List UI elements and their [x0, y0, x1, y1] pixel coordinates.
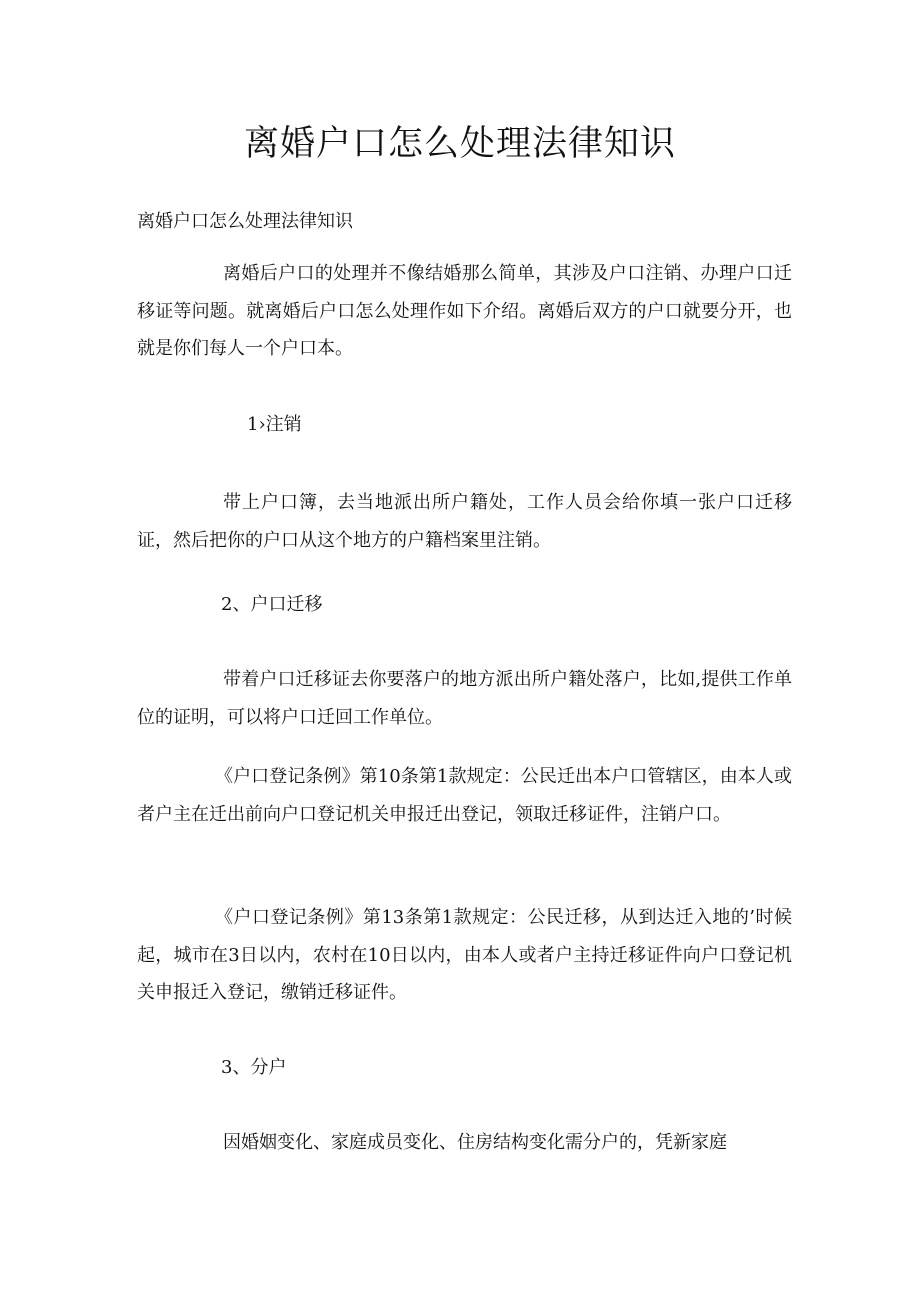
law-clause-1: 《户口登记条例》第10条第1款规定：公民迁出本户口管辖区，由本人或者户主在迁出前向户口登记机关申报迁出登记，领取迁移证件，注销户口。 [137, 766, 792, 825]
section-3-body: 因婚姻变化、家庭成员变化、住房结构变化需分户的，凭新家庭 [223, 1132, 727, 1153]
section-2-body: 带着户口迁移证去你要落户的地方派出所户籍处落户，比如,提供工作单位的证明，可以将户口迁回工作单位。 [137, 669, 792, 728]
intro-paragraph: 离婚后户口的处理并不像结婚那么简单，其涉及户口注销、办理户口迁移证等问题。就离婚后户口怎么处理作如下介绍。离婚后双方的户口就要分开，也就是你们每人一个户口本。 [137, 263, 792, 359]
section-3-heading: 3、分户 [221, 1057, 287, 1078]
section-1-body: 带上户口簿，去当地派出所户籍处，工作人员会给你填一张户口迁移证，然后把你的户口从这个地方的户籍档案里注销。 [137, 492, 792, 551]
document-title: 离婚户口怎么处理法律知识 [243, 124, 676, 164]
section-2-heading: 2、户口迁移 [221, 594, 323, 615]
section-1-heading: 1›注销 [247, 414, 302, 435]
law-clause-2: 《户口登记条例》第13条第1款规定：公民迁移，从到达迁入地的’时候起，城市在3日以内，农村在10日以内，由本人或者户主持迁移证件向户口登记机关申报迁入登记，缴销迁移证件。 [137, 907, 792, 1003]
document-subtitle: 离婚户口怎么处理法律知识 [137, 211, 353, 232]
